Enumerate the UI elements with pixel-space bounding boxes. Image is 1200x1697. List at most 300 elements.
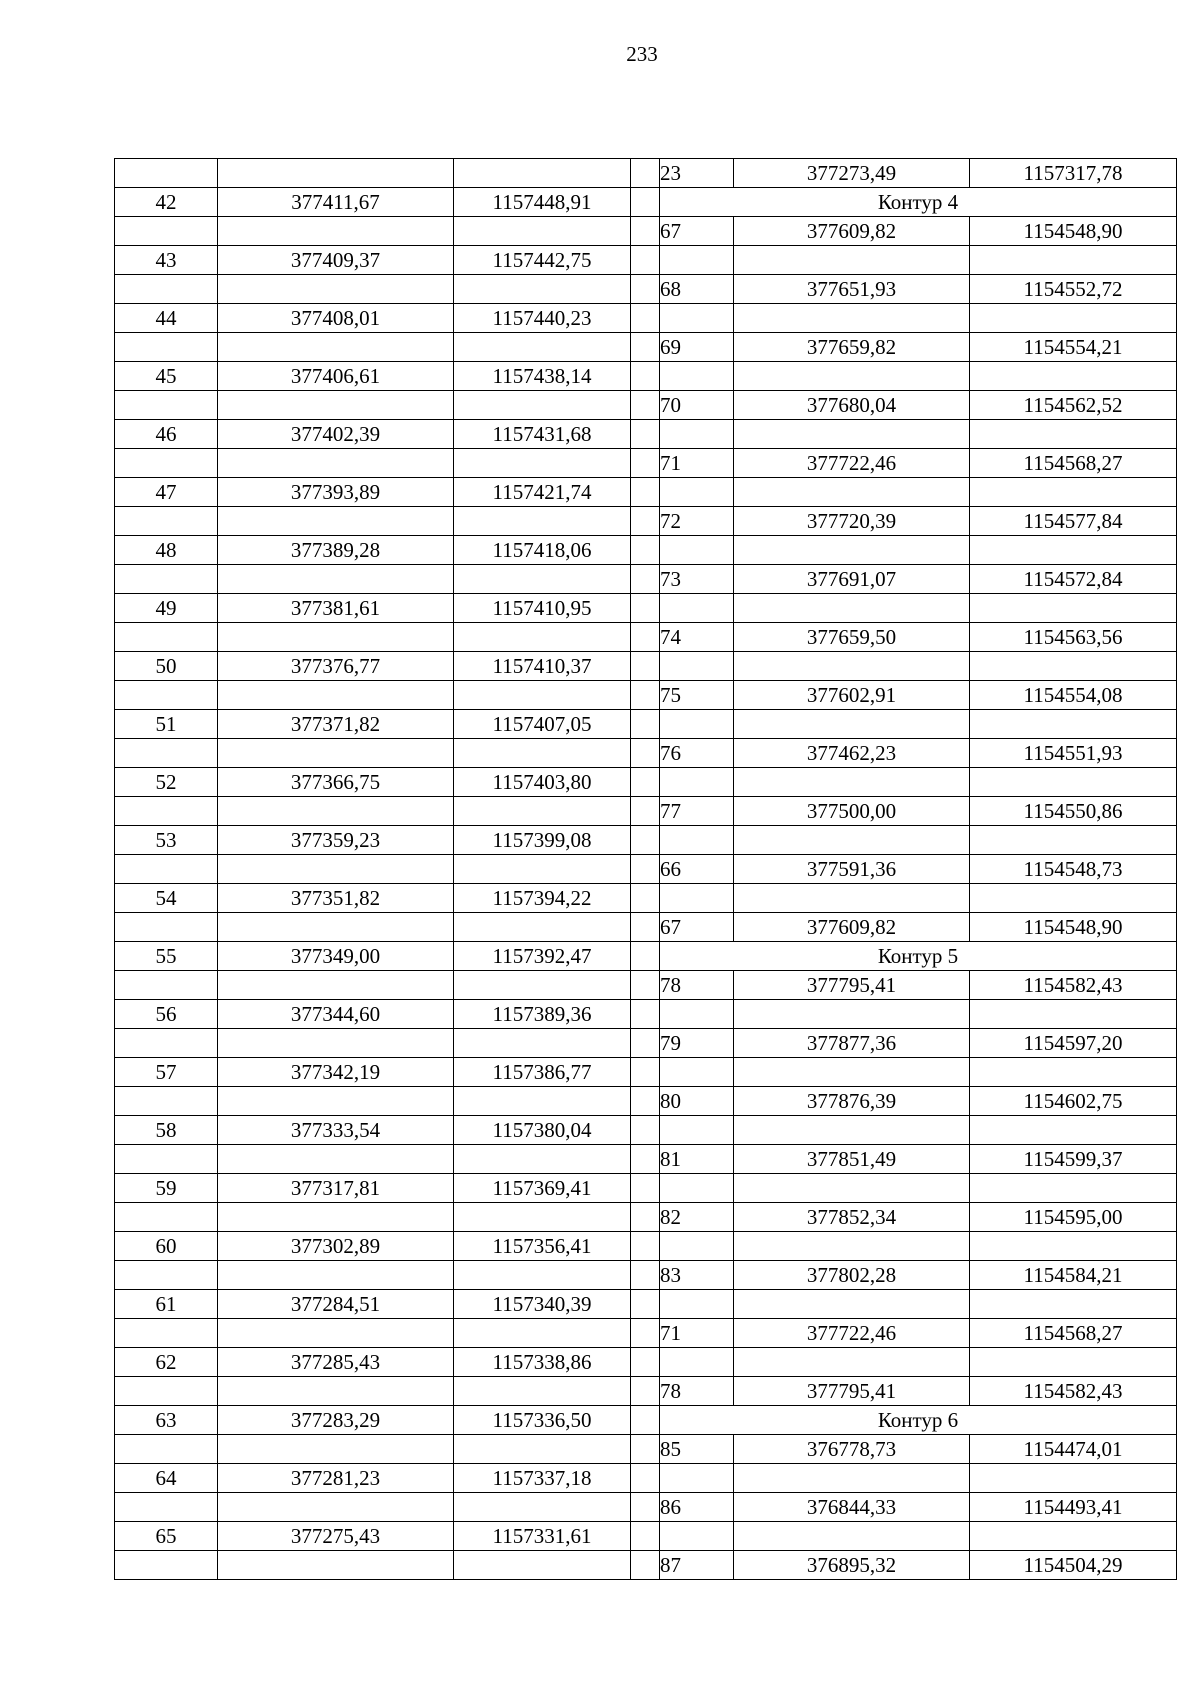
left-x-coordinate <box>218 739 454 768</box>
right-y-coordinate: 1154551,93 <box>970 739 1177 768</box>
right-y-coordinate <box>970 304 1177 333</box>
table-row <box>115 1203 1177 1232</box>
table-row <box>115 1348 1177 1377</box>
right-x-coordinate: 377273,49 <box>734 159 970 188</box>
right-x-coordinate: 377802,28 <box>734 1261 970 1290</box>
right-x-coordinate: 377609,82 <box>734 913 970 942</box>
right-point-number <box>660 1116 734 1145</box>
separator-cell <box>631 246 660 275</box>
left-y-coordinate <box>454 1261 631 1290</box>
right-point-number <box>660 1232 734 1261</box>
left-y-coordinate: 1157392,47 <box>454 942 631 971</box>
left-y-coordinate <box>454 1551 631 1580</box>
right-point-number: 87 <box>660 1551 734 1580</box>
right-y-coordinate <box>970 1116 1177 1145</box>
left-y-coordinate <box>454 1203 631 1232</box>
separator-cell <box>631 971 660 1000</box>
table-row <box>115 275 1177 304</box>
left-x-coordinate: 377393,89 <box>218 478 454 507</box>
table-row <box>115 913 1177 942</box>
left-point-number <box>115 1029 218 1058</box>
right-point-number <box>660 884 734 913</box>
table-row <box>115 710 1177 739</box>
left-point-number: 53 <box>115 826 218 855</box>
left-x-coordinate: 377406,61 <box>218 362 454 391</box>
right-y-coordinate <box>970 1522 1177 1551</box>
right-x-coordinate: 377462,23 <box>734 739 970 768</box>
contour-heading: Контур 6 <box>660 1406 1177 1435</box>
left-y-coordinate: 1157337,18 <box>454 1464 631 1493</box>
left-x-coordinate <box>218 1377 454 1406</box>
right-y-coordinate: 1154504,29 <box>970 1551 1177 1580</box>
table-row <box>115 1174 1177 1203</box>
left-point-number: 47 <box>115 478 218 507</box>
left-x-coordinate: 377351,82 <box>218 884 454 913</box>
left-point-number <box>115 971 218 1000</box>
left-point-number: 52 <box>115 768 218 797</box>
table-row <box>115 739 1177 768</box>
left-point-number: 59 <box>115 1174 218 1203</box>
left-x-coordinate <box>218 1087 454 1116</box>
right-x-coordinate <box>734 826 970 855</box>
separator-cell <box>631 1493 660 1522</box>
right-x-coordinate <box>734 594 970 623</box>
right-y-coordinate <box>970 652 1177 681</box>
left-x-coordinate: 377284,51 <box>218 1290 454 1319</box>
left-point-number <box>115 391 218 420</box>
separator-cell <box>631 623 660 652</box>
left-point-number <box>115 913 218 942</box>
right-point-number: 69 <box>660 333 734 362</box>
table-row <box>115 1377 1177 1406</box>
table-row <box>115 362 1177 391</box>
left-x-coordinate: 377317,81 <box>218 1174 454 1203</box>
table-row <box>115 1261 1177 1290</box>
right-y-coordinate: 1154568,27 <box>970 1319 1177 1348</box>
table-row <box>115 1145 1177 1174</box>
left-x-coordinate <box>218 913 454 942</box>
right-y-coordinate: 1154548,90 <box>970 217 1177 246</box>
left-x-coordinate <box>218 855 454 884</box>
table-row <box>115 1464 1177 1493</box>
right-x-coordinate <box>734 304 970 333</box>
table-row <box>115 420 1177 449</box>
right-point-number: 80 <box>660 1087 734 1116</box>
right-x-coordinate <box>734 362 970 391</box>
right-point-number: 81 <box>660 1145 734 1174</box>
table-row <box>115 246 1177 275</box>
table-row <box>115 1522 1177 1551</box>
right-point-number: 85 <box>660 1435 734 1464</box>
left-x-coordinate: 377349,00 <box>218 942 454 971</box>
right-point-number: 71 <box>660 1319 734 1348</box>
right-point-number <box>660 1058 734 1087</box>
left-x-coordinate <box>218 623 454 652</box>
right-point-number: 66 <box>660 855 734 884</box>
table-row <box>115 1232 1177 1261</box>
right-y-coordinate: 1154602,75 <box>970 1087 1177 1116</box>
left-y-coordinate: 1157340,39 <box>454 1290 631 1319</box>
right-y-coordinate: 1154548,90 <box>970 913 1177 942</box>
left-y-coordinate: 1157336,50 <box>454 1406 631 1435</box>
left-point-number: 54 <box>115 884 218 913</box>
right-y-coordinate <box>970 768 1177 797</box>
left-y-coordinate <box>454 681 631 710</box>
separator-cell <box>631 478 660 507</box>
table-row <box>115 449 1177 478</box>
right-y-coordinate: 1154550,86 <box>970 797 1177 826</box>
left-point-number <box>115 1145 218 1174</box>
left-y-coordinate: 1157356,41 <box>454 1232 631 1261</box>
separator-cell <box>631 188 660 217</box>
right-point-number: 82 <box>660 1203 734 1232</box>
right-y-coordinate <box>970 1174 1177 1203</box>
table-row <box>115 1435 1177 1464</box>
left-x-coordinate: 377411,67 <box>218 188 454 217</box>
left-point-number: 49 <box>115 594 218 623</box>
right-y-coordinate: 1154568,27 <box>970 449 1177 478</box>
right-y-coordinate: 1154595,00 <box>970 1203 1177 1232</box>
separator-cell <box>631 826 660 855</box>
separator-cell <box>631 884 660 913</box>
right-point-number: 76 <box>660 739 734 768</box>
left-x-coordinate <box>218 797 454 826</box>
left-point-number <box>115 507 218 536</box>
right-y-coordinate <box>970 362 1177 391</box>
left-point-number <box>115 1261 218 1290</box>
left-point-number: 58 <box>115 1116 218 1145</box>
right-point-number: 86 <box>660 1493 734 1522</box>
separator-cell <box>631 217 660 246</box>
left-point-number <box>115 449 218 478</box>
left-y-coordinate <box>454 623 631 652</box>
left-x-coordinate <box>218 275 454 304</box>
separator-cell <box>631 1029 660 1058</box>
right-y-coordinate <box>970 478 1177 507</box>
left-x-coordinate: 377389,28 <box>218 536 454 565</box>
right-y-coordinate <box>970 1348 1177 1377</box>
right-point-number: 23 <box>660 159 734 188</box>
left-x-coordinate <box>218 391 454 420</box>
right-y-coordinate: 1154552,72 <box>970 275 1177 304</box>
right-point-number: 74 <box>660 623 734 652</box>
right-x-coordinate <box>734 420 970 449</box>
right-point-number <box>660 652 734 681</box>
left-x-coordinate <box>218 1493 454 1522</box>
left-x-coordinate <box>218 1203 454 1232</box>
right-y-coordinate: 1154577,84 <box>970 507 1177 536</box>
separator-cell <box>631 1348 660 1377</box>
right-x-coordinate <box>734 536 970 565</box>
right-y-coordinate: 1154554,21 <box>970 333 1177 362</box>
left-point-number <box>115 275 218 304</box>
left-x-coordinate: 377376,77 <box>218 652 454 681</box>
right-x-coordinate: 377795,41 <box>734 971 970 1000</box>
right-y-coordinate: 1154582,43 <box>970 971 1177 1000</box>
separator-cell <box>631 739 660 768</box>
right-point-number <box>660 1174 734 1203</box>
left-point-number: 60 <box>115 1232 218 1261</box>
table-row <box>115 1290 1177 1319</box>
table-row <box>115 536 1177 565</box>
right-y-coordinate <box>970 1000 1177 1029</box>
separator-cell <box>631 1203 660 1232</box>
right-point-number: 72 <box>660 507 734 536</box>
left-point-number <box>115 217 218 246</box>
separator-cell <box>631 1522 660 1551</box>
left-x-coordinate <box>218 159 454 188</box>
table-row <box>115 826 1177 855</box>
right-y-coordinate <box>970 1058 1177 1087</box>
right-y-coordinate <box>970 1232 1177 1261</box>
left-x-coordinate: 377359,23 <box>218 826 454 855</box>
left-y-coordinate: 1157403,80 <box>454 768 631 797</box>
separator-cell <box>631 1551 660 1580</box>
left-y-coordinate <box>454 275 631 304</box>
right-point-number: 77 <box>660 797 734 826</box>
right-point-number <box>660 362 734 391</box>
right-point-number: 83 <box>660 1261 734 1290</box>
right-x-coordinate: 377795,41 <box>734 1377 970 1406</box>
table-row <box>115 507 1177 536</box>
right-x-coordinate <box>734 1058 970 1087</box>
separator-cell <box>631 159 660 188</box>
left-x-coordinate <box>218 507 454 536</box>
left-x-coordinate: 377285,43 <box>218 1348 454 1377</box>
right-point-number <box>660 420 734 449</box>
separator-cell <box>631 681 660 710</box>
left-point-number <box>115 1377 218 1406</box>
table-row <box>115 391 1177 420</box>
left-x-coordinate <box>218 1435 454 1464</box>
right-x-coordinate <box>734 768 970 797</box>
right-y-coordinate: 1154599,37 <box>970 1145 1177 1174</box>
table-row <box>115 217 1177 246</box>
table-row <box>115 971 1177 1000</box>
left-y-coordinate <box>454 1493 631 1522</box>
right-x-coordinate: 377722,46 <box>734 1319 970 1348</box>
right-x-coordinate: 377651,93 <box>734 275 970 304</box>
right-y-coordinate: 1154493,41 <box>970 1493 1177 1522</box>
left-point-number <box>115 1435 218 1464</box>
right-point-number: 67 <box>660 217 734 246</box>
page-number: 233 <box>626 42 658 66</box>
right-point-number <box>660 1522 734 1551</box>
right-point-number: 68 <box>660 275 734 304</box>
left-y-coordinate <box>454 217 631 246</box>
left-x-coordinate <box>218 681 454 710</box>
left-y-coordinate: 1157380,04 <box>454 1116 631 1145</box>
left-y-coordinate <box>454 797 631 826</box>
left-y-coordinate: 1157331,61 <box>454 1522 631 1551</box>
right-y-coordinate: 1154562,52 <box>970 391 1177 420</box>
left-y-coordinate: 1157407,05 <box>454 710 631 739</box>
table-row <box>115 623 1177 652</box>
separator-cell <box>631 565 660 594</box>
right-point-number <box>660 246 734 275</box>
table-row <box>115 1319 1177 1348</box>
left-x-coordinate: 377281,23 <box>218 1464 454 1493</box>
left-y-coordinate: 1157442,75 <box>454 246 631 275</box>
left-point-number: 63 <box>115 1406 218 1435</box>
table-row <box>115 1406 1177 1435</box>
separator-cell <box>631 652 660 681</box>
separator-cell <box>631 536 660 565</box>
table-row <box>115 1029 1177 1058</box>
separator-cell <box>631 507 660 536</box>
left-y-coordinate <box>454 1319 631 1348</box>
right-y-coordinate <box>970 594 1177 623</box>
right-x-coordinate <box>734 1116 970 1145</box>
left-x-coordinate <box>218 971 454 1000</box>
left-point-number <box>115 333 218 362</box>
right-y-coordinate <box>970 536 1177 565</box>
left-y-coordinate <box>454 739 631 768</box>
left-y-coordinate <box>454 1377 631 1406</box>
left-y-coordinate <box>454 159 631 188</box>
right-y-coordinate: 1154597,20 <box>970 1029 1177 1058</box>
left-point-number <box>115 681 218 710</box>
left-point-number: 62 <box>115 1348 218 1377</box>
left-point-number: 43 <box>115 246 218 275</box>
table-row <box>115 1000 1177 1029</box>
right-point-number <box>660 1348 734 1377</box>
left-y-coordinate <box>454 391 631 420</box>
right-point-number <box>660 536 734 565</box>
left-x-coordinate <box>218 1551 454 1580</box>
right-x-coordinate: 376778,73 <box>734 1435 970 1464</box>
right-x-coordinate: 377877,36 <box>734 1029 970 1058</box>
separator-cell <box>631 1232 660 1261</box>
separator-cell <box>631 710 660 739</box>
left-y-coordinate: 1157369,41 <box>454 1174 631 1203</box>
left-y-coordinate <box>454 449 631 478</box>
left-y-coordinate: 1157440,23 <box>454 304 631 333</box>
left-point-number <box>115 565 218 594</box>
right-point-number <box>660 710 734 739</box>
separator-cell <box>631 942 660 971</box>
table-row <box>115 1493 1177 1522</box>
left-y-coordinate: 1157418,06 <box>454 536 631 565</box>
right-y-coordinate: 1154554,08 <box>970 681 1177 710</box>
left-y-coordinate <box>454 1087 631 1116</box>
table-row <box>115 768 1177 797</box>
table-row <box>115 565 1177 594</box>
separator-cell <box>631 420 660 449</box>
left-y-coordinate: 1157410,95 <box>454 594 631 623</box>
separator-cell <box>631 1319 660 1348</box>
left-y-coordinate <box>454 507 631 536</box>
right-y-coordinate <box>970 1290 1177 1319</box>
right-point-number <box>660 478 734 507</box>
table-row <box>115 333 1177 362</box>
left-y-coordinate: 1157338,86 <box>454 1348 631 1377</box>
left-x-coordinate: 377342,19 <box>218 1058 454 1087</box>
right-x-coordinate: 377691,07 <box>734 565 970 594</box>
separator-cell <box>631 1377 660 1406</box>
separator-cell <box>631 855 660 884</box>
left-point-number: 46 <box>115 420 218 449</box>
right-point-number: 79 <box>660 1029 734 1058</box>
left-x-coordinate: 377275,43 <box>218 1522 454 1551</box>
separator-cell <box>631 1174 660 1203</box>
separator-cell <box>631 1058 660 1087</box>
left-point-number <box>115 797 218 826</box>
left-x-coordinate <box>218 449 454 478</box>
left-y-coordinate <box>454 565 631 594</box>
left-point-number: 48 <box>115 536 218 565</box>
table-row <box>115 884 1177 913</box>
left-y-coordinate: 1157448,91 <box>454 188 631 217</box>
right-point-number: 67 <box>660 913 734 942</box>
left-y-coordinate <box>454 971 631 1000</box>
separator-cell <box>631 1464 660 1493</box>
left-point-number <box>115 623 218 652</box>
right-x-coordinate: 377591,36 <box>734 855 970 884</box>
separator-cell <box>631 797 660 826</box>
right-x-coordinate: 377609,82 <box>734 217 970 246</box>
left-x-coordinate <box>218 217 454 246</box>
separator-cell <box>631 449 660 478</box>
right-x-coordinate: 377722,46 <box>734 449 970 478</box>
left-y-coordinate <box>454 913 631 942</box>
left-point-number: 65 <box>115 1522 218 1551</box>
left-point-number: 45 <box>115 362 218 391</box>
left-x-coordinate: 377371,82 <box>218 710 454 739</box>
right-y-coordinate: 1157317,78 <box>970 159 1177 188</box>
right-x-coordinate <box>734 1348 970 1377</box>
right-y-coordinate: 1154548,73 <box>970 855 1177 884</box>
table-row <box>115 478 1177 507</box>
table-row <box>115 594 1177 623</box>
left-y-coordinate: 1157386,77 <box>454 1058 631 1087</box>
separator-cell <box>631 275 660 304</box>
table-row <box>115 855 1177 884</box>
left-y-coordinate: 1157394,22 <box>454 884 631 913</box>
right-y-coordinate: 1154563,56 <box>970 623 1177 652</box>
separator-cell <box>631 768 660 797</box>
left-point-number <box>115 1551 218 1580</box>
left-point-number: 56 <box>115 1000 218 1029</box>
right-x-coordinate <box>734 1464 970 1493</box>
left-y-coordinate: 1157399,08 <box>454 826 631 855</box>
left-point-number <box>115 159 218 188</box>
right-x-coordinate <box>734 478 970 507</box>
right-point-number <box>660 1290 734 1319</box>
separator-cell <box>631 1145 660 1174</box>
right-y-coordinate <box>970 1464 1177 1493</box>
right-point-number <box>660 594 734 623</box>
table-row <box>115 652 1177 681</box>
coordinates-table <box>114 158 1177 1580</box>
left-point-number <box>115 855 218 884</box>
right-x-coordinate: 377680,04 <box>734 391 970 420</box>
right-x-coordinate: 377602,91 <box>734 681 970 710</box>
left-x-coordinate <box>218 1319 454 1348</box>
right-y-coordinate: 1154474,01 <box>970 1435 1177 1464</box>
left-y-coordinate: 1157389,36 <box>454 1000 631 1029</box>
left-point-number: 64 <box>115 1464 218 1493</box>
left-x-coordinate: 377408,01 <box>218 304 454 333</box>
table-row <box>115 1116 1177 1145</box>
right-y-coordinate: 1154582,43 <box>970 1377 1177 1406</box>
separator-cell <box>631 362 660 391</box>
left-x-coordinate: 377402,39 <box>218 420 454 449</box>
left-point-number: 51 <box>115 710 218 739</box>
table-row <box>115 1087 1177 1116</box>
right-y-coordinate <box>970 826 1177 855</box>
right-point-number: 71 <box>660 449 734 478</box>
